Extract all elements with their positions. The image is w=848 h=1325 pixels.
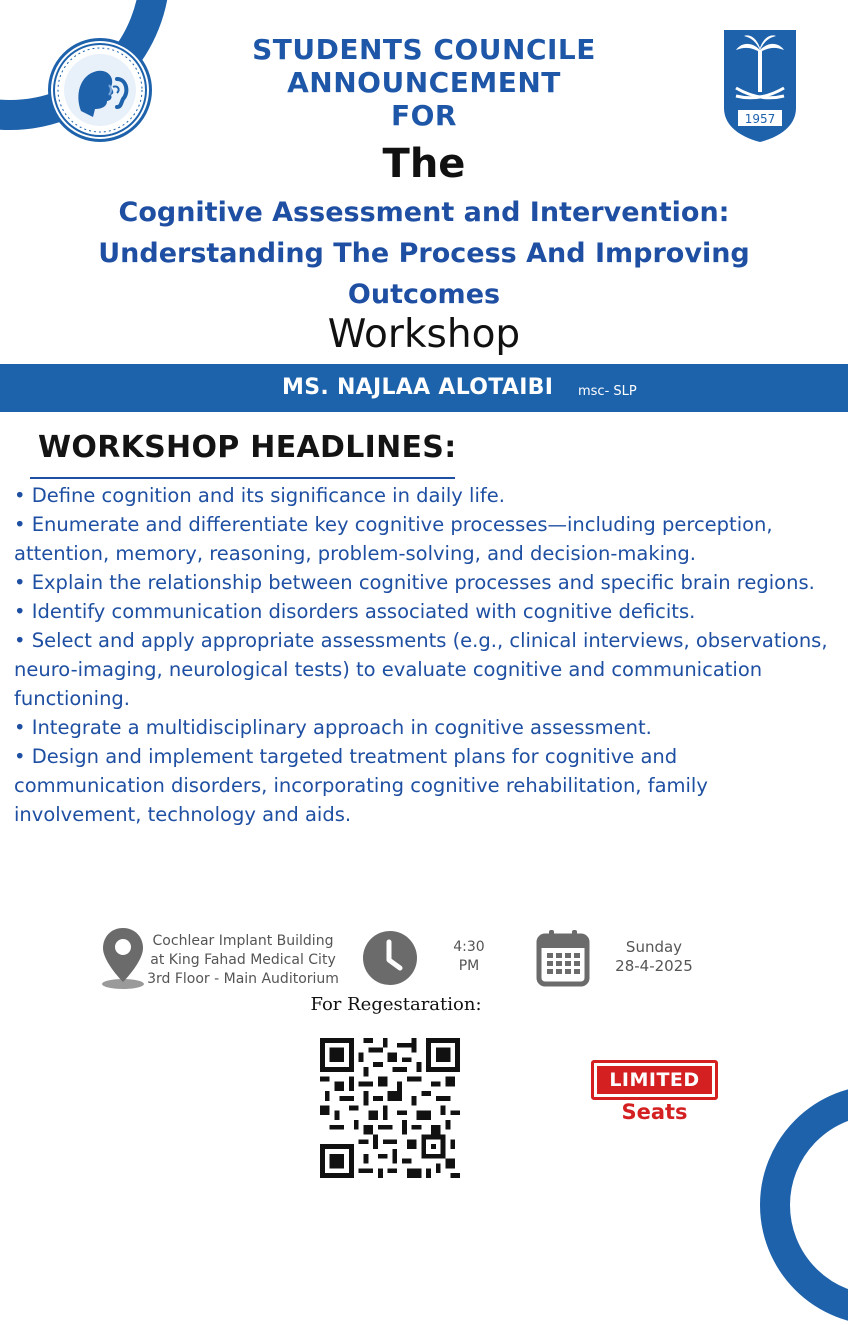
workshop-title-line-2: Understanding The Process And Improving [98,238,750,269]
seats-label: Seats [621,1100,688,1124]
calendar-icon [536,928,590,992]
speaker-band [0,364,848,412]
location-line-3: 3rd Floor - Main Auditorium [147,971,339,987]
university-logo-year: 1957 [744,112,776,126]
headline-item: • Define cognition and its significance in daily life. [14,484,505,507]
location-pin-icon [100,926,146,994]
headlines-list [14,481,829,829]
header-line-2: ANNOUNCEMENT [287,66,561,99]
headline-item: • Integrate a multidisciplinary approach in cognitive assessment. [14,716,652,739]
date-text [600,938,708,976]
location-text [146,932,340,989]
clock-icon [362,930,418,990]
workshop-title [60,192,788,315]
header-line-1: STUDENTS COUNCILE [252,33,596,66]
speaker-credential: msc- SLP [578,384,637,399]
workshop-heading: Workshop [327,312,521,357]
headline-item: • Design and implement targeted treatment plans for cognitive and communication disorders, incorporating cognitive rehabilitation, family involvement, technology and aids. [14,745,708,826]
limited-badge [591,1060,718,1100]
registration-label: For Regestaration: [310,994,482,1015]
time-line-2: PM [458,958,480,974]
headlines-underline [30,477,455,479]
headline-item: • Identify communication disorders associated with cognitive deficits. [14,600,696,623]
time-line-1: 4:30 [453,939,485,955]
header-line-3: FOR [391,99,457,132]
date-line-1: Sunday [625,938,683,956]
location-line-2: at King Fahad Medical City [150,952,336,968]
headline-item: • Enumerate and differentiate key cognitive processes—including perception, attention, memory, reasoning, problem-solving, and decision-making. [14,513,773,565]
the-heading: The [382,141,466,187]
workshop-title-line-1: Cognitive Assessment and Intervention: [118,197,730,228]
decorative-arc-bottom-right [760,1085,848,1325]
headlines-title: WORKSHOP HEADLINES: [38,430,457,465]
date-line-2: 28-4-2025 [615,957,693,975]
time-text [440,938,498,976]
registration-qr-code[interactable] [320,1038,460,1178]
headline-item: • Select and apply appropriate assessments (e.g., clinical interviews, observations, neuro-imaging, neurological tests) to evaluate cognitive and communication functioning. [14,629,828,710]
limited-badge-label: LIMITED [597,1066,712,1094]
headline-item: • Explain the relationship between cognitive processes and specific brain regions. [14,571,815,594]
location-line-1: Cochlear Implant Building [152,933,334,949]
workshop-title-line-3: Outcomes [347,279,501,310]
speaker-name: MS. NAJLAA ALOTAIBI [282,375,554,400]
